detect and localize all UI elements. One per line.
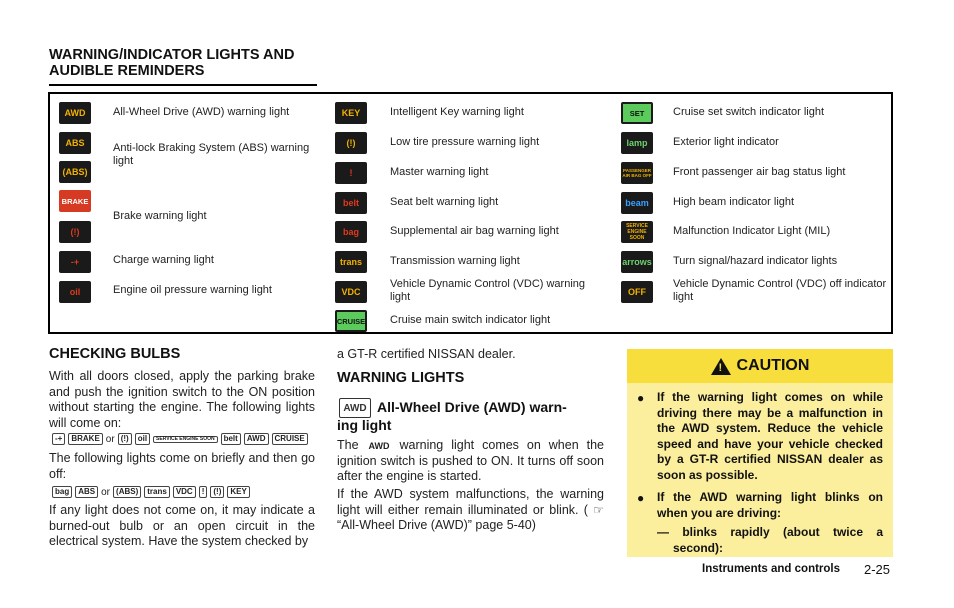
master-warning-icon: ! bbox=[199, 486, 208, 498]
passenger-air-bag-icon: PASSENGER AIR BAG OFF bbox=[621, 162, 653, 184]
abs-icon: ABS bbox=[59, 132, 91, 154]
or-text: or bbox=[101, 486, 111, 498]
abs-icon: ABS bbox=[75, 486, 98, 498]
master-warning-icon: ! bbox=[335, 162, 367, 184]
tire-pressure-icon: (!) bbox=[335, 132, 367, 154]
air-bag-label: Supplemental air bag warning light bbox=[390, 225, 559, 237]
seat-belt-label: Seat belt warning light bbox=[390, 196, 499, 208]
transmission-label: Transmission warning light bbox=[390, 255, 520, 267]
hand-pointer-icon: ☞ bbox=[593, 502, 604, 517]
cruise-set-label: Cruise set switch indicator light bbox=[673, 106, 825, 118]
awd-para1 bbox=[337, 438, 604, 485]
awd-heading-line2: ing light bbox=[337, 417, 392, 433]
engine-service-icon: SERVICE ENGINE SOON bbox=[621, 221, 653, 243]
oil-label: Engine oil pressure warning light bbox=[113, 284, 272, 296]
continued-text: a GT-R certified NISSAN dealer. bbox=[337, 347, 516, 361]
checking-bulbs-para3: If any light does not come on, it may indicate a burned-out bulb or an open circuit in the electrical system. Have the system checked by bbox=[49, 503, 315, 549]
turn-signal-icon: arrows bbox=[621, 251, 653, 273]
footer-section: Instruments and controls bbox=[702, 563, 841, 575]
awd-label: All-Wheel Drive (AWD) warning light bbox=[113, 106, 290, 118]
page-number: 2-25 bbox=[864, 562, 891, 577]
caution-sub-item: — blinks rapidly (about twice a second): bbox=[657, 525, 883, 555]
awd-para2-text: If the AWD system malfunctions, the warning light will either remain illuminated or blink. ( bbox=[337, 487, 604, 517]
brake-circle-icon: (!) bbox=[118, 433, 132, 445]
caution-box bbox=[627, 349, 893, 557]
charge-label: Charge warning light bbox=[113, 254, 214, 266]
passenger-air-bag-label: Front passenger air bag status light bbox=[673, 166, 846, 178]
checking-bulbs-para2: The following lights come on briefly and then go off: bbox=[49, 451, 315, 481]
bulbs-icons-row1 bbox=[52, 433, 308, 445]
charge-icon: -+ bbox=[52, 433, 65, 445]
caution-item-1: If the warning light comes on while driving there may be a malfunction in the AWD system. Reduce the vehicle speed and have your vehicle checked by a GT-R certified NISSAN dealer as soon as possible. bbox=[657, 390, 883, 482]
air-bag-icon: bag bbox=[52, 486, 72, 498]
awd-para1-end: warning light comes on when the ignition switch is pushed to ON. It turns off soon after the engine is started. bbox=[337, 438, 604, 484]
bullet-icon: ● bbox=[637, 391, 645, 405]
tire-pressure-label: Low tire pressure warning light bbox=[390, 136, 540, 148]
awd-para2 bbox=[337, 487, 604, 534]
exterior-light-icon: lamp bbox=[621, 132, 653, 154]
checking-bulbs-title: CHECKING BULBS bbox=[49, 346, 181, 362]
section-title: WARNING/INDICATOR LIGHTS AND AUDIBLE REMINDERS bbox=[49, 47, 317, 86]
key-icon: KEY bbox=[227, 486, 249, 498]
engine-service-icon: SERVICE ENGINE SOON bbox=[153, 436, 218, 443]
cruise-icon: CRUISE bbox=[335, 310, 367, 332]
brake-icon: BRAKE bbox=[68, 433, 102, 445]
vdc-icon: VDC bbox=[335, 281, 367, 303]
caution-item-2: If the AWD warning light blinks on when you are driving: bbox=[657, 490, 883, 520]
awd-icon: AWD bbox=[368, 441, 390, 451]
vdc-off-icon: OFF bbox=[621, 281, 653, 303]
high-beam-label: High beam indicator light bbox=[673, 196, 795, 208]
key-label: Intelligent Key warning light bbox=[390, 106, 524, 118]
caution-header bbox=[627, 349, 893, 383]
warning-lights-title: WARNING LIGHTS bbox=[337, 370, 465, 386]
abs-circle-icon: (ABS) bbox=[113, 486, 141, 498]
charge-icon: -+ bbox=[59, 251, 91, 273]
abs-circle-icon: (ABS) bbox=[59, 161, 91, 183]
awd-icon: AWD bbox=[59, 102, 91, 124]
brake-label: Brake warning light bbox=[113, 210, 207, 222]
checking-bulbs-para1: With all doors closed, apply the parking brake and push the ignition switch to the ON position without starting the engine. The following lights will come on: bbox=[49, 369, 315, 430]
cruise-icon: CRUISE bbox=[272, 433, 308, 445]
bullet-icon: ● bbox=[637, 491, 645, 505]
transmission-icon: trans bbox=[144, 486, 170, 498]
warning-triangle-icon: ! bbox=[711, 358, 731, 375]
vdc-off-label: Vehicle Dynamic Control (VDC) off indicator light bbox=[673, 278, 887, 303]
or-text: or bbox=[105, 433, 115, 445]
awd-icon: AWD bbox=[244, 433, 269, 445]
tire-pressure-icon: (!) bbox=[210, 486, 224, 498]
vdc-label: Vehicle Dynamic Control (VDC) warning light bbox=[390, 278, 586, 303]
turn-signal-label: Turn signal/hazard indicator lights bbox=[673, 255, 838, 267]
oil-can-icon: oil bbox=[135, 433, 150, 445]
caution-title: CAUTION bbox=[736, 357, 810, 374]
brake-icon: BRAKE bbox=[59, 190, 91, 212]
cruise-label: Cruise main switch indicator light bbox=[390, 314, 551, 326]
exterior-light-label: Exterior light indicator bbox=[673, 136, 779, 148]
vdc-icon: VDC bbox=[173, 486, 196, 498]
lights-table bbox=[48, 92, 893, 334]
seat-belt-icon: belt bbox=[335, 192, 367, 214]
cruise-set-icon: SET bbox=[621, 102, 653, 124]
air-bag-icon: bag bbox=[335, 221, 367, 243]
high-beam-icon: beam bbox=[621, 192, 653, 214]
awd-para1-start: The bbox=[337, 438, 359, 452]
key-icon: KEY bbox=[335, 102, 367, 124]
master-warning-label: Master warning light bbox=[390, 166, 489, 178]
oil-can-icon: oil bbox=[59, 281, 91, 303]
abs-label: Anti-lock Braking System (ABS) warning light bbox=[113, 142, 310, 167]
page-reference-link[interactable]: “All-Wheel Drive (AWD)” page 5-40) bbox=[337, 518, 536, 533]
awd-icon: AWD bbox=[339, 398, 371, 418]
awd-heading-line1: All-Wheel Drive (AWD) warn- bbox=[377, 399, 567, 415]
seat-belt-icon: belt bbox=[221, 433, 241, 445]
mil-label: Malfunction Indicator Light (MIL) bbox=[673, 225, 831, 237]
brake-circle-icon: (!) bbox=[59, 221, 91, 243]
transmission-icon: trans bbox=[335, 251, 367, 273]
bulbs-icons-row2 bbox=[52, 486, 250, 498]
